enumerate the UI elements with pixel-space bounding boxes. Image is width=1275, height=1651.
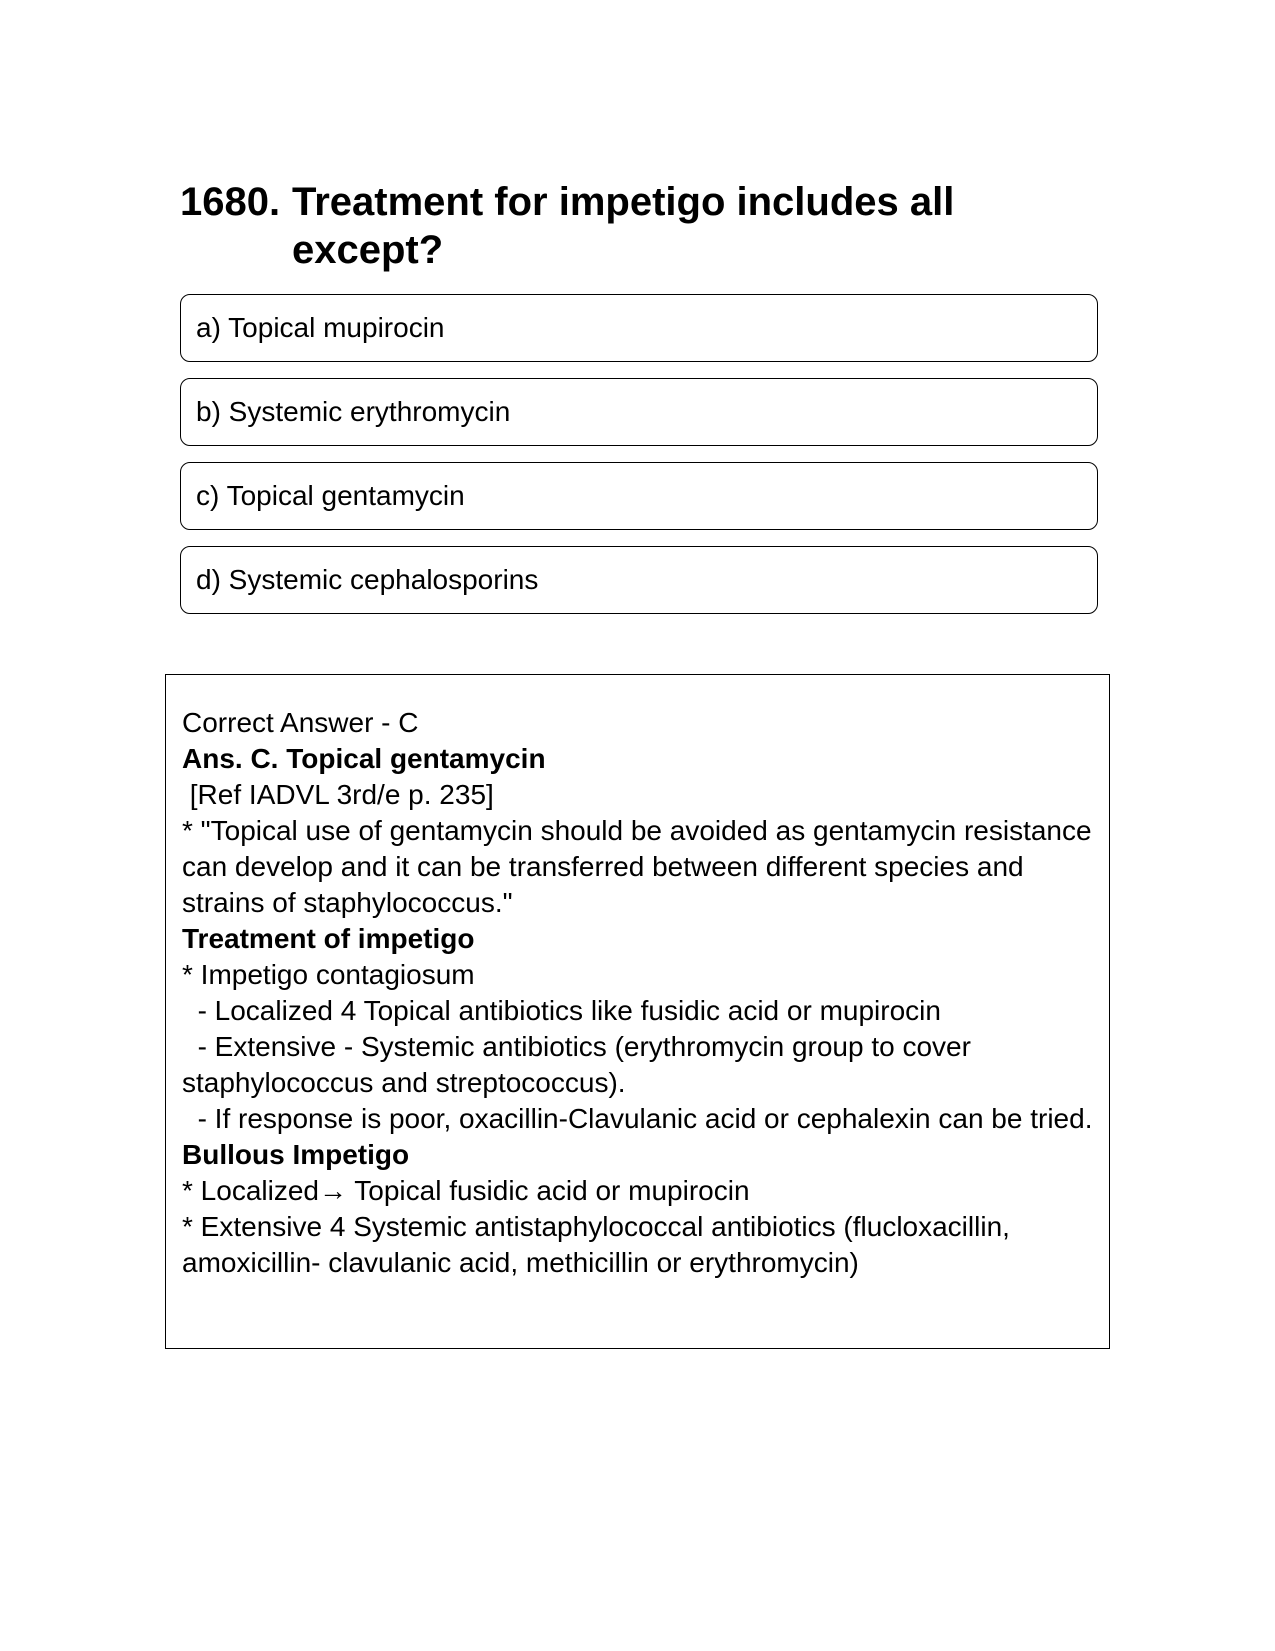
question-text: Treatment for impetigo includes all except?: [292, 180, 955, 272]
answer-quote: * "Topical use of gentamycin should be avoided as gentamycin resistance can develop and it can be transferred between different species and strains of staphylococcus.": [182, 815, 1100, 918]
option-a[interactable]: a) Topical mupirocin: [180, 294, 1098, 362]
option-d[interactable]: d) Systemic cephalosporins: [180, 546, 1098, 614]
bullous-heading: Bullous Impetigo: [182, 1139, 410, 1170]
bullous-localized-item: * Localized→ Topical fusidic acid or mupirocin: [182, 1175, 750, 1206]
correct-answer: Correct Answer - C: [182, 707, 419, 738]
localized-item: - Localized 4 Topical antibiotics like fusidic acid or mupirocin: [182, 995, 941, 1026]
answer-heading: Ans. C. Topical gentamycin: [182, 743, 546, 774]
question-number: 1680.: [180, 180, 281, 224]
extensive-item: - Extensive - Systemic antibiotics (erythromycin group to cover staphylococcus and streptococcus).: [182, 1031, 979, 1098]
contagiosum-item: * Impetigo contagiosum: [182, 959, 475, 990]
question-heading: [180, 178, 1100, 274]
options-list: [180, 294, 1098, 630]
answer-reference: [Ref IADVL 3rd/e p. 235]: [182, 779, 494, 810]
answer-explanation: [165, 674, 1110, 1349]
treatment-heading: Treatment of impetigo: [182, 923, 475, 954]
poor-response-item: - If response is poor, oxacillin-Clavulanic acid or cephalexin can be tried.: [182, 1103, 1093, 1134]
option-c[interactable]: c) Topical gentamycin: [180, 462, 1098, 530]
bullous-extensive-item: * Extensive 4 Systemic antistaphylococcal antibiotics (flucloxacillin, amoxicillin- clavulanic acid, methicillin or erythromycin): [182, 1211, 1018, 1278]
option-b[interactable]: b) Systemic erythromycin: [180, 378, 1098, 446]
